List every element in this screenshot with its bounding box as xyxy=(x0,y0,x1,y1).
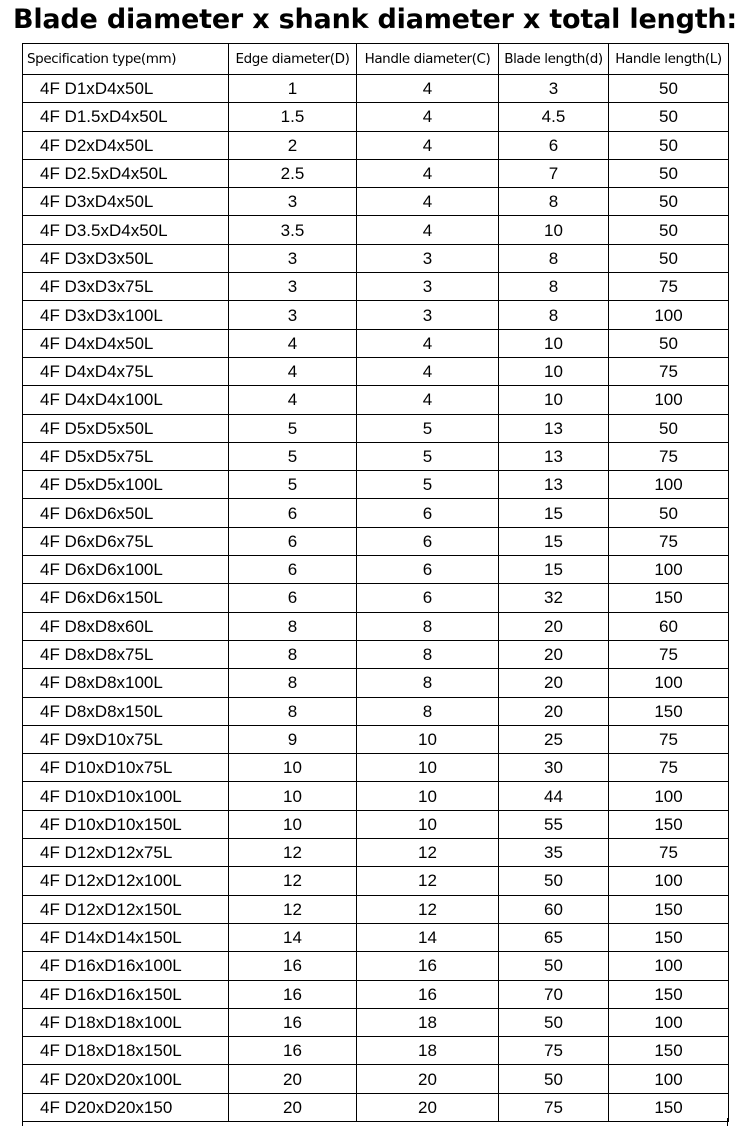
blade-length-cell: 32 xyxy=(499,584,609,612)
specification-type-cell: 4F D6xD6x75L xyxy=(23,527,229,555)
handle-diameter-cell: 12 xyxy=(357,839,499,867)
blade-length-cell: 35 xyxy=(499,839,609,867)
edge-diameter-cell: 9 xyxy=(229,725,357,753)
handle-length-cell: 100 xyxy=(609,867,729,895)
handle-diameter-cell: 14 xyxy=(357,923,499,951)
handle-diameter-cell: 4 xyxy=(357,329,499,357)
edge-diameter-cell: 14 xyxy=(229,923,357,951)
specification-type-cell: 4F D8xD8x150L xyxy=(23,697,229,725)
handle-diameter-cell: 10 xyxy=(357,725,499,753)
table-row xyxy=(23,188,729,216)
page-title: Blade diameter x shank diameter x total length: xyxy=(12,4,738,35)
header-handle-length: Handle length(L) xyxy=(609,44,729,75)
blade-length-cell: 13 xyxy=(499,442,609,470)
specification-type-cell: 4F D6xD6x100L xyxy=(23,556,229,584)
handle-length-cell: 50 xyxy=(609,188,729,216)
handle-diameter-cell: 16 xyxy=(357,980,499,1008)
handle-diameter-cell: 12 xyxy=(357,895,499,923)
edge-diameter-cell: 10 xyxy=(229,810,357,838)
handle-diameter-cell: 5 xyxy=(357,414,499,442)
specification-type-cell: 4F D14xD14x150L xyxy=(23,923,229,951)
edge-diameter-cell: 12 xyxy=(229,839,357,867)
edge-diameter-cell: 1.5 xyxy=(229,103,357,131)
handle-diameter-cell: 8 xyxy=(357,612,499,640)
specification-type-cell: 4F D5xD5x75L xyxy=(23,442,229,470)
handle-diameter-cell: 5 xyxy=(357,471,499,499)
blade-length-cell: 8 xyxy=(499,301,609,329)
handle-diameter-cell: 3 xyxy=(357,244,499,272)
table-row xyxy=(23,1065,729,1093)
table-row xyxy=(23,697,729,725)
handle-length-cell: 75 xyxy=(609,754,729,782)
table-row xyxy=(23,556,729,584)
specification-type-cell: 4F D3xD4x50L xyxy=(23,188,229,216)
handle-length-cell: 100 xyxy=(609,1065,729,1093)
handle-diameter-cell: 4 xyxy=(357,216,499,244)
blade-length-cell: 13 xyxy=(499,414,609,442)
handle-diameter-cell: 16 xyxy=(357,952,499,980)
edge-diameter-cell: 2 xyxy=(229,131,357,159)
edge-diameter-cell: 8 xyxy=(229,640,357,668)
table-row xyxy=(23,612,729,640)
blade-length-cell: 8 xyxy=(499,244,609,272)
edge-diameter-cell: 16 xyxy=(229,980,357,1008)
specification-type-cell: 4F D1.5xD4x50L xyxy=(23,103,229,131)
handle-length-cell: 75 xyxy=(609,357,729,385)
table-row xyxy=(23,895,729,923)
edge-diameter-cell: 4 xyxy=(229,357,357,385)
edge-diameter-cell: 1 xyxy=(229,75,357,103)
specification-type-cell: 4F D16xD16x150L xyxy=(23,980,229,1008)
table-row xyxy=(23,273,729,301)
handle-diameter-cell: 4 xyxy=(357,159,499,187)
handle-diameter-cell: 20 xyxy=(357,1065,499,1093)
table-row xyxy=(23,75,729,103)
handle-diameter-cell: 6 xyxy=(357,527,499,555)
blade-length-cell: 13 xyxy=(499,471,609,499)
edge-diameter-cell: 10 xyxy=(229,782,357,810)
handle-diameter-cell: 4 xyxy=(357,386,499,414)
handle-length-cell: 100 xyxy=(609,471,729,499)
handle-diameter-cell: 4 xyxy=(357,188,499,216)
handle-diameter-cell: 5 xyxy=(357,442,499,470)
handle-length-cell: 75 xyxy=(609,640,729,668)
specification-type-cell: 4F D5xD5x50L xyxy=(23,414,229,442)
blade-length-cell: 20 xyxy=(499,669,609,697)
handle-length-cell: 50 xyxy=(609,75,729,103)
table-header-row xyxy=(23,44,729,75)
handle-length-cell: 150 xyxy=(609,1093,729,1121)
table-row xyxy=(23,669,729,697)
header-handle-diameter: Handle diameter(C) xyxy=(357,44,499,75)
handle-length-cell: 50 xyxy=(609,131,729,159)
table-row xyxy=(23,782,729,810)
blade-length-cell: 55 xyxy=(499,810,609,838)
handle-length-cell: 150 xyxy=(609,923,729,951)
handle-length-cell: 100 xyxy=(609,1008,729,1036)
edge-diameter-cell: 12 xyxy=(229,867,357,895)
blade-length-cell: 50 xyxy=(499,1065,609,1093)
table-row xyxy=(23,867,729,895)
table-row xyxy=(23,442,729,470)
blade-length-cell: 15 xyxy=(499,556,609,584)
specification-type-cell: 4F D8xD8x75L xyxy=(23,640,229,668)
table-row xyxy=(23,952,729,980)
handle-diameter-cell: 4 xyxy=(357,103,499,131)
blade-length-cell: 50 xyxy=(499,867,609,895)
edge-diameter-cell: 12 xyxy=(229,895,357,923)
handle-length-cell: 75 xyxy=(609,839,729,867)
blade-length-cell: 10 xyxy=(499,357,609,385)
handle-length-cell: 60 xyxy=(609,612,729,640)
handle-length-cell: 50 xyxy=(609,159,729,187)
specification-type-cell: 4F D16xD16x100L xyxy=(23,952,229,980)
table-row xyxy=(23,103,729,131)
blade-length-cell: 20 xyxy=(499,640,609,668)
handle-diameter-cell: 4 xyxy=(357,357,499,385)
blade-length-cell: 20 xyxy=(499,697,609,725)
handle-length-cell: 50 xyxy=(609,499,729,527)
handle-diameter-cell: 20 xyxy=(357,1093,499,1121)
edge-diameter-cell: 4 xyxy=(229,386,357,414)
blade-length-cell: 4.5 xyxy=(499,103,609,131)
edge-diameter-cell: 5 xyxy=(229,442,357,470)
specification-type-cell: 4F D18xD18x100L xyxy=(23,1008,229,1036)
edge-diameter-cell: 4 xyxy=(229,329,357,357)
handle-length-cell: 100 xyxy=(609,386,729,414)
edge-diameter-cell: 8 xyxy=(229,697,357,725)
footer-cutoff-row xyxy=(22,1118,728,1126)
edge-diameter-cell: 6 xyxy=(229,556,357,584)
handle-diameter-cell: 4 xyxy=(357,131,499,159)
table-body xyxy=(23,75,729,1122)
table-row xyxy=(23,839,729,867)
specification-type-cell: 4F D3xD3x75L xyxy=(23,273,229,301)
specification-type-cell: 4F D10xD10x75L xyxy=(23,754,229,782)
blade-length-cell: 50 xyxy=(499,952,609,980)
blade-length-cell: 60 xyxy=(499,895,609,923)
edge-diameter-cell: 5 xyxy=(229,414,357,442)
specification-table xyxy=(22,43,729,1122)
handle-diameter-cell: 6 xyxy=(357,556,499,584)
blade-length-cell: 25 xyxy=(499,725,609,753)
edge-diameter-cell: 20 xyxy=(229,1065,357,1093)
specification-type-cell: 4F D20xD20x150 xyxy=(23,1093,229,1121)
table-row xyxy=(23,414,729,442)
handle-diameter-cell: 8 xyxy=(357,669,499,697)
handle-diameter-cell: 10 xyxy=(357,782,499,810)
specification-type-cell: 4F D4xD4x100L xyxy=(23,386,229,414)
table-row xyxy=(23,244,729,272)
blade-length-cell: 10 xyxy=(499,216,609,244)
blade-length-cell: 10 xyxy=(499,329,609,357)
blade-length-cell: 75 xyxy=(499,1093,609,1121)
table-row xyxy=(23,980,729,1008)
table-row xyxy=(23,754,729,782)
handle-diameter-cell: 10 xyxy=(357,754,499,782)
handle-diameter-cell: 18 xyxy=(357,1037,499,1065)
handle-length-cell: 50 xyxy=(609,216,729,244)
edge-diameter-cell: 8 xyxy=(229,669,357,697)
blade-length-cell: 30 xyxy=(499,754,609,782)
specification-type-cell: 4F D20xD20x100L xyxy=(23,1065,229,1093)
specification-type-cell: 4F D6xD6x150L xyxy=(23,584,229,612)
specification-type-cell: 4F D4xD4x75L xyxy=(23,357,229,385)
blade-length-cell: 7 xyxy=(499,159,609,187)
edge-diameter-cell: 6 xyxy=(229,499,357,527)
edge-diameter-cell: 3 xyxy=(229,188,357,216)
handle-length-cell: 75 xyxy=(609,442,729,470)
edge-diameter-cell: 16 xyxy=(229,952,357,980)
specification-type-cell: 4F D3xD3x100L xyxy=(23,301,229,329)
handle-length-cell: 150 xyxy=(609,584,729,612)
specification-type-cell: 4F D2.5xD4x50L xyxy=(23,159,229,187)
table-row xyxy=(23,471,729,499)
blade-length-cell: 75 xyxy=(499,1037,609,1065)
handle-length-cell: 75 xyxy=(609,527,729,555)
table-row xyxy=(23,329,729,357)
edge-diameter-cell: 8 xyxy=(229,612,357,640)
blade-length-cell: 3 xyxy=(499,75,609,103)
specification-type-cell: 4F D8xD8x100L xyxy=(23,669,229,697)
edge-diameter-cell: 3.5 xyxy=(229,216,357,244)
table-row xyxy=(23,386,729,414)
edge-diameter-cell: 6 xyxy=(229,527,357,555)
blade-length-cell: 50 xyxy=(499,1008,609,1036)
specification-type-cell: 4F D4xD4x50L xyxy=(23,329,229,357)
table-row xyxy=(23,640,729,668)
handle-length-cell: 100 xyxy=(609,669,729,697)
specification-type-cell: 4F D9xD10x75L xyxy=(23,725,229,753)
table-row xyxy=(23,499,729,527)
handle-diameter-cell: 3 xyxy=(357,273,499,301)
specification-type-cell: 4F D18xD18x150L xyxy=(23,1037,229,1065)
blade-length-cell: 8 xyxy=(499,273,609,301)
handle-diameter-cell: 8 xyxy=(357,640,499,668)
handle-length-cell: 100 xyxy=(609,952,729,980)
handle-length-cell: 50 xyxy=(609,414,729,442)
edge-diameter-cell: 10 xyxy=(229,754,357,782)
edge-diameter-cell: 16 xyxy=(229,1008,357,1036)
handle-length-cell: 100 xyxy=(609,556,729,584)
handle-diameter-cell: 18 xyxy=(357,1008,499,1036)
specification-type-cell: 4F D1xD4x50L xyxy=(23,75,229,103)
handle-length-cell: 100 xyxy=(609,782,729,810)
table-row xyxy=(23,1008,729,1036)
edge-diameter-cell: 6 xyxy=(229,584,357,612)
edge-diameter-cell: 3 xyxy=(229,273,357,301)
blade-length-cell: 15 xyxy=(499,499,609,527)
handle-length-cell: 150 xyxy=(609,1037,729,1065)
handle-diameter-cell: 12 xyxy=(357,867,499,895)
specification-type-cell: 4F D10xD10x100L xyxy=(23,782,229,810)
specification-type-cell: 4F D3xD3x50L xyxy=(23,244,229,272)
handle-length-cell: 100 xyxy=(609,301,729,329)
specification-type-cell: 4F D6xD6x50L xyxy=(23,499,229,527)
handle-diameter-cell: 4 xyxy=(357,75,499,103)
table-row xyxy=(23,216,729,244)
handle-diameter-cell: 8 xyxy=(357,697,499,725)
blade-length-cell: 8 xyxy=(499,188,609,216)
table-row xyxy=(23,357,729,385)
table-row xyxy=(23,131,729,159)
table-row xyxy=(23,810,729,838)
edge-diameter-cell: 2.5 xyxy=(229,159,357,187)
blade-length-cell: 44 xyxy=(499,782,609,810)
blade-length-cell: 6 xyxy=(499,131,609,159)
handle-diameter-cell: 10 xyxy=(357,810,499,838)
edge-diameter-cell: 20 xyxy=(229,1093,357,1121)
blade-length-cell: 10 xyxy=(499,386,609,414)
table-row xyxy=(23,725,729,753)
handle-length-cell: 75 xyxy=(609,273,729,301)
blade-length-cell: 70 xyxy=(499,980,609,1008)
header-blade-length: Blade length(d) xyxy=(499,44,609,75)
specification-type-cell: 4F D12xD12x75L xyxy=(23,839,229,867)
specification-type-cell: 4F D3.5xD4x50L xyxy=(23,216,229,244)
edge-diameter-cell: 3 xyxy=(229,244,357,272)
specification-type-cell: 4F D5xD5x100L xyxy=(23,471,229,499)
blade-length-cell: 65 xyxy=(499,923,609,951)
specification-type-cell: 4F D2xD4x50L xyxy=(23,131,229,159)
specification-type-cell: 4F D8xD8x60L xyxy=(23,612,229,640)
handle-length-cell: 150 xyxy=(609,980,729,1008)
handle-length-cell: 75 xyxy=(609,725,729,753)
table-row xyxy=(23,527,729,555)
specification-type-cell: 4F D12xD12x100L xyxy=(23,867,229,895)
handle-length-cell: 150 xyxy=(609,895,729,923)
edge-diameter-cell: 5 xyxy=(229,471,357,499)
handle-diameter-cell: 3 xyxy=(357,301,499,329)
handle-length-cell: 50 xyxy=(609,244,729,272)
handle-length-cell: 150 xyxy=(609,810,729,838)
handle-diameter-cell: 6 xyxy=(357,584,499,612)
table-row xyxy=(23,584,729,612)
blade-length-cell: 15 xyxy=(499,527,609,555)
table-row xyxy=(23,1037,729,1065)
header-specification-type: Specification type(mm) xyxy=(23,44,229,75)
edge-diameter-cell: 3 xyxy=(229,301,357,329)
handle-length-cell: 150 xyxy=(609,697,729,725)
specification-type-cell: 4F D12xD12x150L xyxy=(23,895,229,923)
header-edge-diameter: Edge diameter(D) xyxy=(229,44,357,75)
handle-diameter-cell: 6 xyxy=(357,499,499,527)
handle-length-cell: 50 xyxy=(609,103,729,131)
edge-diameter-cell: 16 xyxy=(229,1037,357,1065)
table-row xyxy=(23,159,729,187)
table-row xyxy=(23,923,729,951)
specification-type-cell: 4F D10xD10x150L xyxy=(23,810,229,838)
blade-length-cell: 20 xyxy=(499,612,609,640)
table-row xyxy=(23,301,729,329)
handle-length-cell: 50 xyxy=(609,329,729,357)
